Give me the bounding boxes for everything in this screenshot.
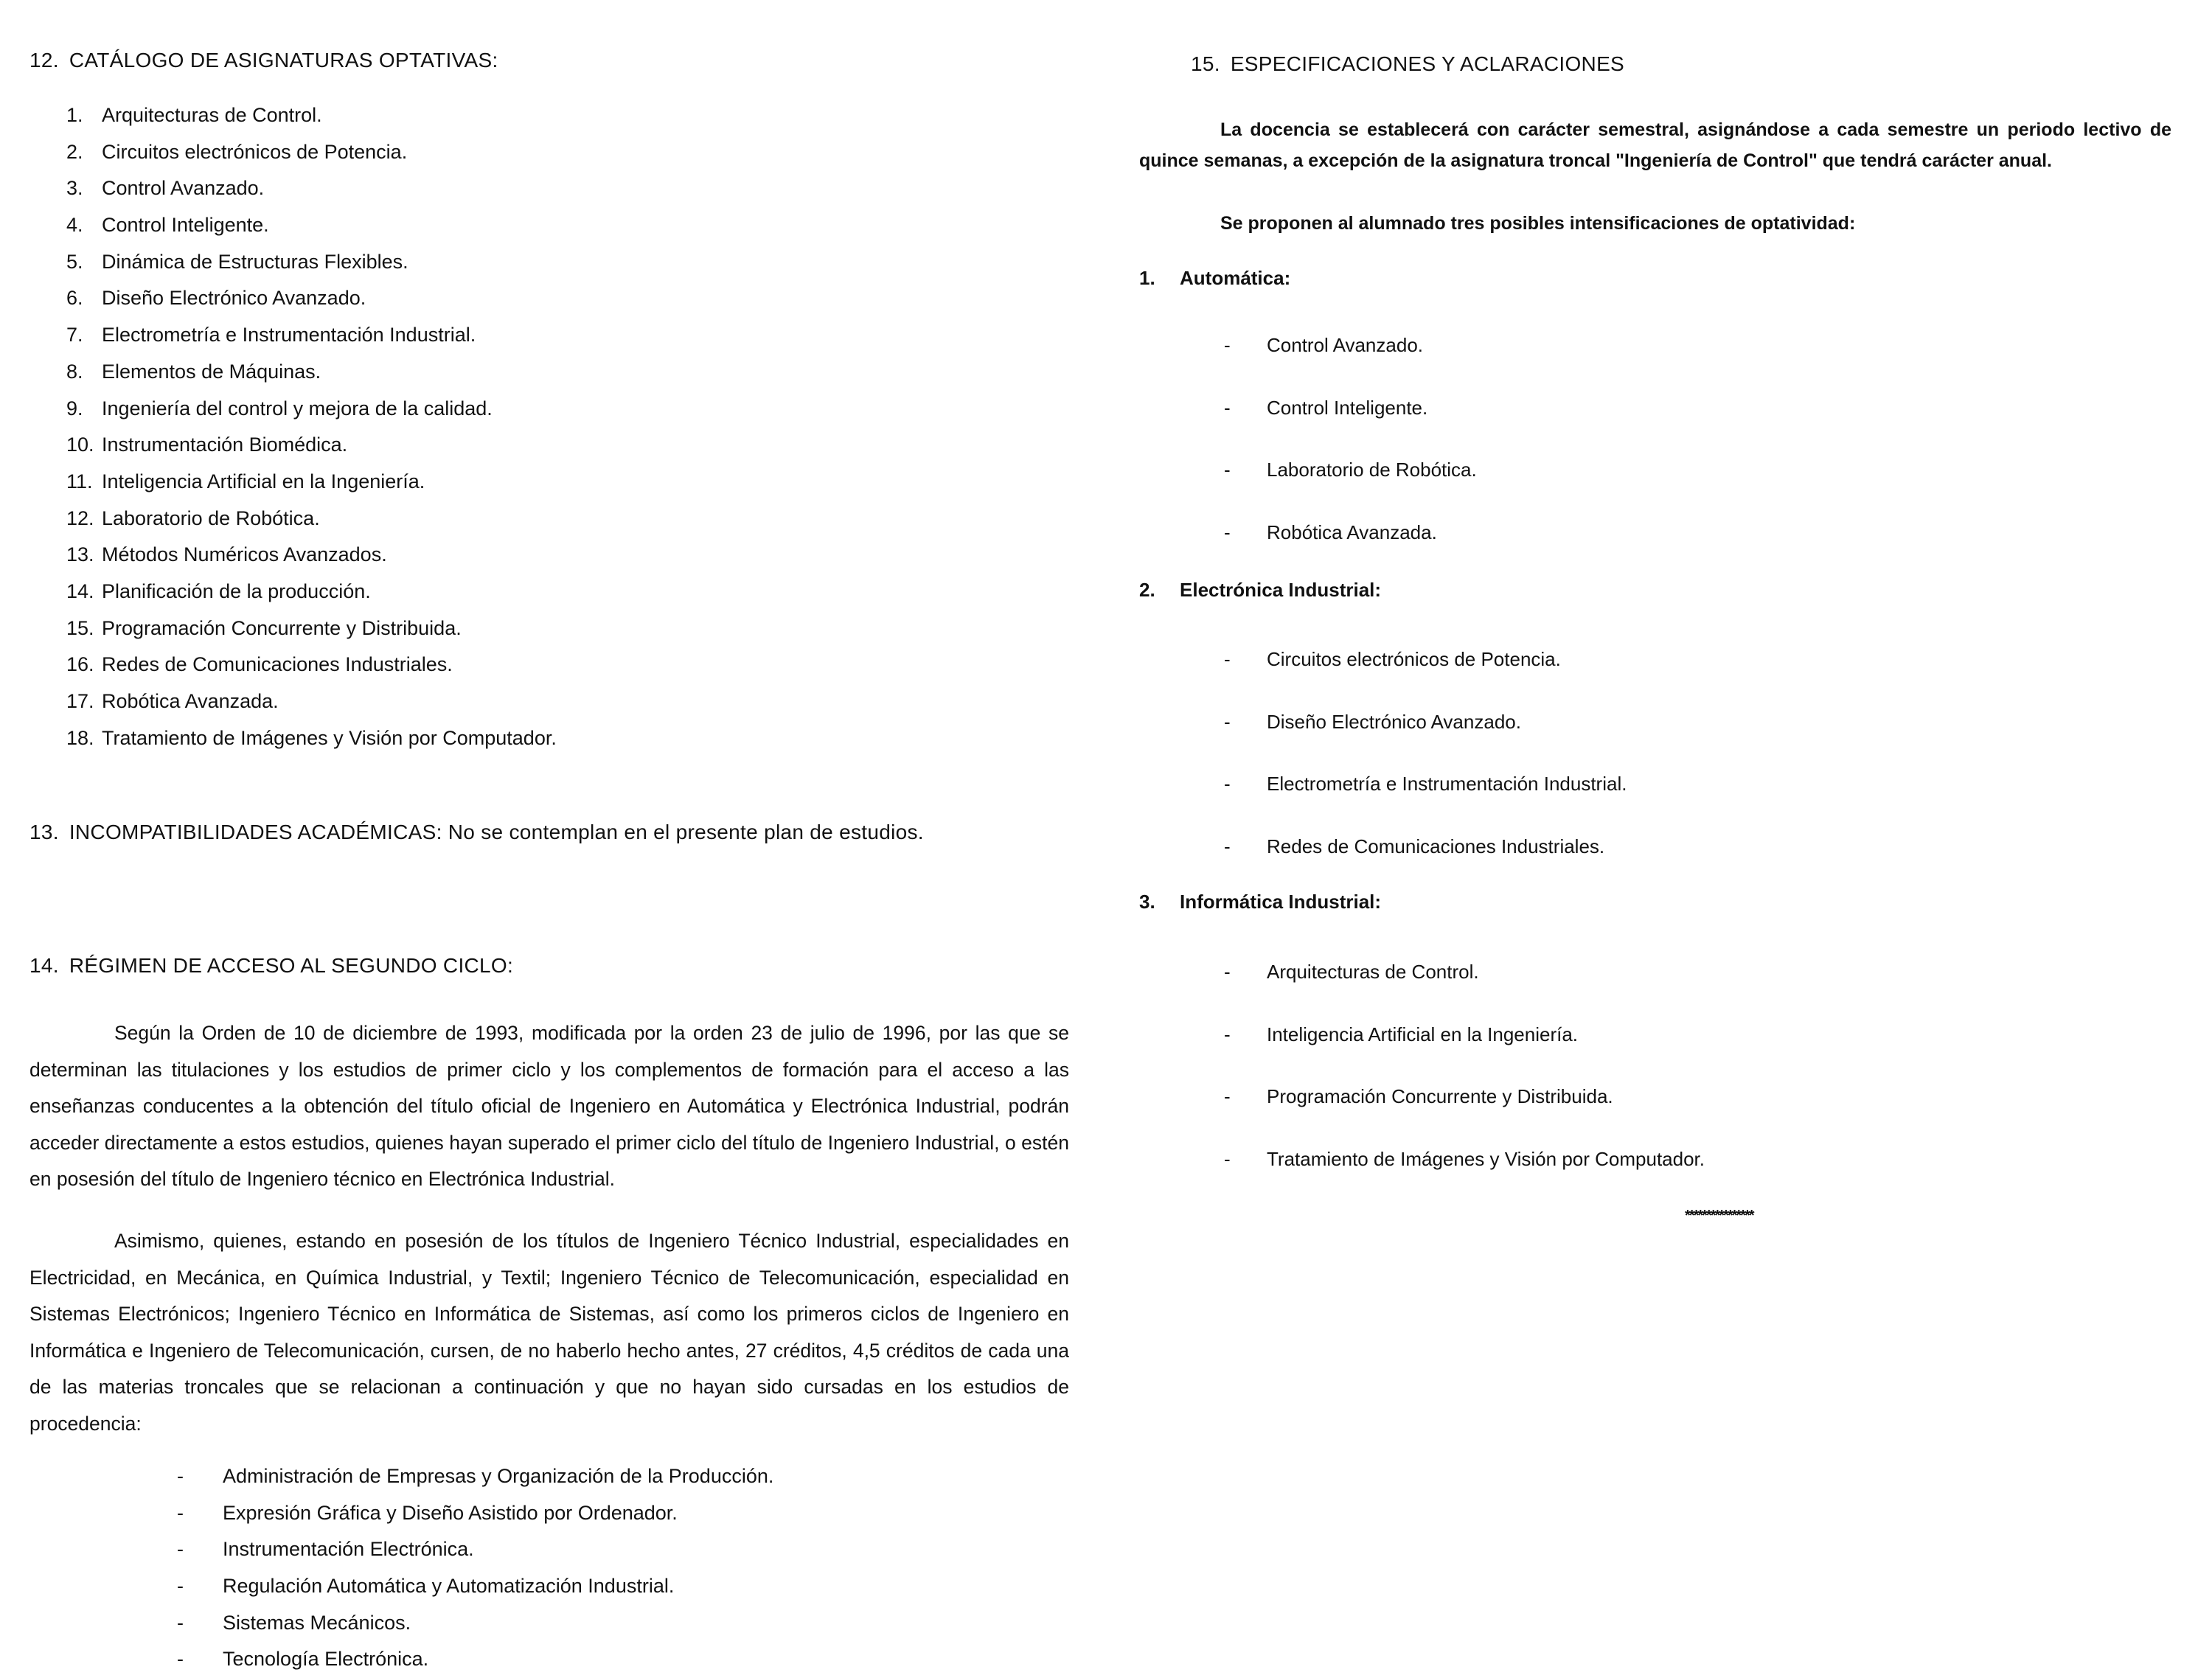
list-item-text: Sistemas Mecánicos. xyxy=(223,1611,411,1634)
list-item-text: Redes de Comunicaciones Industriales. xyxy=(1267,835,1605,857)
list-item-text: Elementos de Máquinas. xyxy=(102,360,321,383)
dash-bullet: - xyxy=(177,1611,184,1634)
list-item-number: 9. xyxy=(66,397,83,420)
list-item-text: Laboratorio de Robótica. xyxy=(1267,459,1477,481)
list-item xyxy=(66,244,557,281)
list-item-text: Diseño Electrónico Avanzado. xyxy=(1267,710,1521,733)
section-12-title: CATÁLOGO DE ASIGNATURAS OPTATIVAS: xyxy=(69,49,498,72)
section-15-number: 15. xyxy=(1191,52,1220,75)
list-item xyxy=(66,647,557,683)
list-item xyxy=(66,317,557,354)
list-item-text: Administración de Empresas y Organización de la Producción. xyxy=(223,1465,774,1487)
list-item-number: 2. xyxy=(66,140,83,163)
list-item-text: Arquitecturas de Control. xyxy=(102,104,322,126)
list-item-number: 8. xyxy=(66,360,83,383)
group-number: 2. xyxy=(1139,579,1155,601)
dash-bullet: - xyxy=(1224,396,1231,419)
list-item xyxy=(66,427,557,464)
dash-bullet: - xyxy=(177,1465,184,1487)
list-item xyxy=(1224,691,1627,753)
list-item-number: 3. xyxy=(66,177,83,200)
list-item-number: 1. xyxy=(66,104,83,126)
section-13-number: 13. xyxy=(29,821,59,843)
list-item xyxy=(66,354,557,391)
list-item xyxy=(1224,1128,1705,1191)
list-item-text: Laboratorio de Robótica. xyxy=(102,506,320,529)
list-item xyxy=(1224,1003,1705,1066)
list-item xyxy=(66,574,557,610)
list-item-text: Diseño Electrónico Avanzado. xyxy=(102,287,366,310)
group-informatica-heading xyxy=(1139,891,1381,913)
list-item-text: Tratamiento de Imágenes y Visión por Computador. xyxy=(1267,1147,1705,1170)
group-informatica-list xyxy=(1224,941,1705,1190)
list-item-text: Ingeniería del control y mejora de la calidad. xyxy=(102,397,493,420)
list-item xyxy=(66,537,557,574)
dash-bullet: - xyxy=(1224,648,1231,670)
list-item-number: 7. xyxy=(66,324,83,347)
list-item-text: Instrumentación Electrónica. xyxy=(223,1538,474,1561)
list-item-text: Circuitos electrónicos de Potencia. xyxy=(102,140,408,163)
list-item-text: Dinámica de Estructuras Flexibles. xyxy=(102,250,408,273)
section-15-paragraph-2: Se proponen al alumnado tres posibles intensificaciones de optatividad: xyxy=(1220,213,1856,234)
dash-bullet: - xyxy=(1224,521,1231,543)
group-automatica-list xyxy=(1224,314,1477,563)
list-item xyxy=(177,1531,773,1568)
group-electronica-heading xyxy=(1139,579,1381,602)
list-item-text: Métodos Numéricos Avanzados. xyxy=(102,543,387,566)
list-item xyxy=(1224,753,1627,815)
list-item-text: Electrometría e Instrumentación Industrial. xyxy=(1267,773,1627,795)
list-item xyxy=(1224,628,1627,691)
group-number: 1. xyxy=(1139,267,1155,289)
dash-bullet: - xyxy=(177,1575,184,1598)
list-item-text: Programación Concurrente y Distribuida. xyxy=(102,616,462,639)
section-14-paragraph-2: Asimismo, quienes, estando en posesión de los títulos de Ingeniero Técnico Industrial, especialidades en Electricidad, en Mecánica, en Química Industrial, y Textil; Ingeniero Técnico de Telecomunicación, especialidad en Sistemas Electrónicos; Ingeniero Técnico en Informática de Sistemas, así como los primeros ciclos de Ingeniero en Informática e Ingeniero de Telecomunicación, cursen, de no haberlo hecho antes, 27 créditos, 4,5 créditos de cada una de las materias troncales que se relacionan a continuación y que no hayan sido cursadas en los estudios de procedencia: xyxy=(29,1230,1069,1435)
list-item-number: 14. xyxy=(66,579,94,602)
group-title: Electrónica Industrial: xyxy=(1180,579,1382,601)
list-item-number: 18. xyxy=(66,726,94,749)
group-number: 3. xyxy=(1139,891,1155,913)
list-item-text: Inteligencia Artificial en la Ingeniería. xyxy=(102,470,425,492)
list-item-number: 10. xyxy=(66,434,94,456)
list-item-text: Control Avanzado. xyxy=(102,177,265,200)
dash-bullet: - xyxy=(1224,961,1231,983)
list-item-text: Regulación Automática y Automatización Industrial. xyxy=(223,1575,675,1598)
list-item xyxy=(66,683,557,720)
list-item-text: Planificación de la producción. xyxy=(102,579,371,602)
section-15-paragraph-1: La docencia se establecerá con carácter semestral, asignándose a cada semestre un periodo lectivo de quince semanas, a excepción de la asignatura troncal "Ingeniería de Control" que tendrá carácter anual. xyxy=(1139,119,2171,171)
list-item xyxy=(66,207,557,244)
list-item xyxy=(1224,941,1705,1003)
list-item xyxy=(66,464,557,501)
list-item xyxy=(177,1495,773,1532)
list-item-number: 4. xyxy=(66,214,83,237)
list-item xyxy=(66,501,557,537)
list-item-text: Tratamiento de Imágenes y Visión por Computador. xyxy=(102,726,557,749)
section-14-heading xyxy=(29,954,513,978)
section-12-heading xyxy=(29,49,498,72)
list-item xyxy=(1224,314,1477,377)
list-item xyxy=(66,170,557,207)
list-item-text: Inteligencia Artificial en la Ingeniería. xyxy=(1267,1023,1579,1045)
list-item-text: Instrumentación Biomédica. xyxy=(102,434,348,456)
list-item xyxy=(1224,501,1477,564)
list-item-number: 15. xyxy=(66,616,94,639)
list-item-number: 5. xyxy=(66,250,83,273)
list-item xyxy=(177,1568,773,1605)
group-title: Informática Industrial: xyxy=(1180,891,1382,913)
group-title: Automática: xyxy=(1180,267,1291,289)
section-15-heading xyxy=(1191,52,1624,76)
list-item-text: Control Inteligente. xyxy=(1267,396,1428,419)
dash-bullet: - xyxy=(1224,1147,1231,1170)
list-item xyxy=(1224,815,1627,878)
list-item-number: 12. xyxy=(66,506,94,529)
list-item xyxy=(66,720,557,757)
list-item-text: Circuitos electrónicos de Potencia. xyxy=(1267,648,1561,670)
list-item xyxy=(1224,439,1477,501)
list-item-number: 11. xyxy=(66,470,93,492)
list-item xyxy=(177,1605,773,1642)
list-item-text: Electrometría e Instrumentación Industrial. xyxy=(102,324,476,347)
list-item xyxy=(1224,1065,1705,1128)
dash-bullet: - xyxy=(1224,773,1231,795)
dash-bullet: - xyxy=(177,1538,184,1561)
section-14-title: RÉGIMEN DE ACCESO AL SEGUNDO CICLO: xyxy=(69,954,514,977)
optional-subjects-list xyxy=(66,97,557,756)
section-13-text: No se contemplan en el presente plan de estudios. xyxy=(448,821,924,843)
list-item-text: Expresión Gráfica y Diseño Asistido por Ordenador. xyxy=(223,1501,678,1524)
list-item xyxy=(66,280,557,317)
list-item xyxy=(177,1458,773,1495)
dash-bullet: - xyxy=(1224,1023,1231,1045)
group-automatica-heading xyxy=(1139,267,1290,290)
list-item-text: Robótica Avanzada. xyxy=(102,690,279,712)
section-15-title: ESPECIFICACIONES Y ACLARACIONES xyxy=(1230,52,1625,75)
core-subjects-list xyxy=(177,1458,773,1678)
dash-bullet: - xyxy=(1224,1085,1231,1107)
list-item xyxy=(1224,377,1477,439)
list-item-number: 16. xyxy=(66,653,94,676)
dash-bullet: - xyxy=(1224,710,1231,733)
dash-bullet: - xyxy=(1224,334,1231,356)
list-item-number: 13. xyxy=(66,543,94,566)
dash-bullet: - xyxy=(177,1501,184,1524)
section-14-number: 14. xyxy=(29,954,59,977)
dash-bullet: - xyxy=(1224,459,1231,481)
section-12-number: 12. xyxy=(29,49,59,72)
end-mark: **************** xyxy=(1685,1208,1753,1224)
group-electronica-list xyxy=(1224,628,1627,877)
list-item xyxy=(66,610,557,647)
list-item-text: Redes de Comunicaciones Industriales. xyxy=(102,653,453,676)
list-item-text: Control Inteligente. xyxy=(102,214,269,237)
dash-bullet: - xyxy=(177,1648,184,1671)
list-item xyxy=(66,97,557,134)
dash-bullet: - xyxy=(1224,835,1231,857)
section-13-heading xyxy=(29,821,924,844)
list-item-number: 6. xyxy=(66,287,83,310)
list-item xyxy=(66,391,557,428)
list-item-text: Control Avanzado. xyxy=(1267,334,1423,356)
section-13-title: INCOMPATIBILIDADES ACADÉMICAS: xyxy=(69,821,442,843)
list-item-text: Tecnología Electrónica. xyxy=(223,1648,429,1671)
list-item xyxy=(66,134,557,171)
list-item-text: Arquitecturas de Control. xyxy=(1267,961,1479,983)
list-item-text: Programación Concurrente y Distribuida. xyxy=(1267,1085,1613,1107)
list-item-number: 17. xyxy=(66,690,94,712)
section-14-paragraph-1: Según la Orden de 10 de diciembre de 1993, modificada por la orden 23 de julio de 1996, por las que se determinan las titulaciones y los estudios de primer ciclo y los complementos de formación para el acceso a las enseñanzas conducentes a la obtención del título oficial de Ingeniero en Automática y Electrónica Industrial, podrán acceder directamente a estos estudios, quienes hayan superado el primer ciclo del título de Ingeniero Industrial, o estén en posesión del título de Ingeniero técnico en Electrónica Industrial. xyxy=(29,1022,1069,1190)
list-item-text: Robótica Avanzada. xyxy=(1267,521,1437,543)
